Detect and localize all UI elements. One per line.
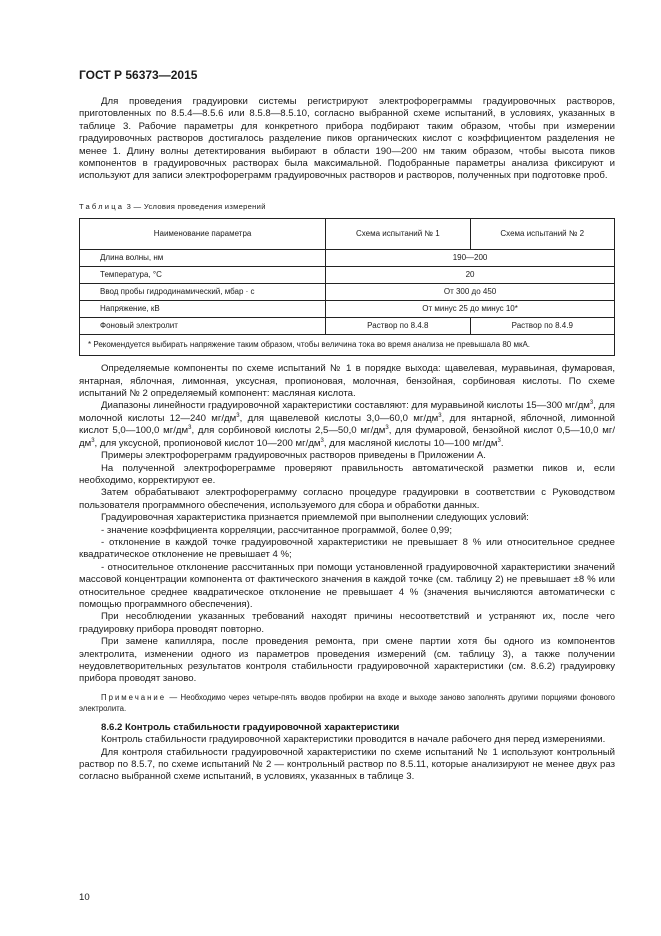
row-value: 20 — [326, 267, 615, 284]
section-title: Контроль стабильности градуировочной характеристики — [125, 721, 400, 733]
range-text: , для уксусной, пропионовой кислот 10—200 мг/дм — [94, 437, 321, 449]
condition-item: - значение коэффициента корреляции, рассчитанное программой, более 0,99; — [101, 524, 453, 536]
row-label: Длина волны, нм — [80, 250, 326, 267]
range-text: . — [500, 437, 504, 449]
range-text: , для молочной кислоты 12—240 мг/дм — [79, 400, 615, 424]
row-label: Фоновый электролит — [80, 318, 326, 335]
table-caption — [79, 201, 615, 213]
table-row — [80, 318, 615, 335]
table-caption-text: 3 — Условия проведения измерений — [126, 201, 266, 211]
superscript: 3 — [320, 437, 324, 444]
row-label: Напряжение, кВ — [80, 301, 326, 318]
ranges-paragraph — [79, 400, 615, 450]
conditions-table — [79, 218, 615, 356]
table-header-row — [80, 219, 615, 250]
condition-item: - отклонение в каждой точке градуировочной характеристики не превышает 8 % или относительное среднее квадратическое отклонение не превышает 4 %; — [79, 536, 615, 561]
row-value-scheme1: Раствор по 8.4.8 — [326, 318, 470, 335]
table-row — [80, 284, 615, 301]
section-heading — [79, 722, 615, 734]
table-footnote: * Рекомендуется выбирать напряжение таким образом, чтобы величина тока во время анализа не превышала 80 мкА. — [80, 335, 615, 356]
range-text: , для янтарной, яблочной, лимонной кислот 5,0—100,0 мг/дм — [79, 412, 615, 437]
condition-item: - относительное отклонение рассчитанных при помощи установленной градуировочной характеристики значений массовой концентрации компонента от фактического значения в каждой точке (см. таблицу 2) не превышает ±8 % или относительное среднее квадратическое отклонение не превышает 4 % (значения вычисляются автоматически с помощью программного обеспечения). — [79, 561, 615, 610]
section-number: 8.6.2 — [101, 721, 123, 733]
row-value: 190—200 — [326, 250, 615, 267]
superscript: 3 — [236, 412, 240, 419]
superscript: 3 — [188, 425, 192, 432]
fail-paragraph: При несоблюдении указанных требований находят причины несоответствий и устраняют их, после чего градуировку прибора проводят повторно. — [79, 611, 615, 635]
superscript: 3 — [497, 437, 501, 444]
superscript: 3 — [91, 437, 95, 444]
components-paragraph: Определяемые компоненты по схеме испытаний № 1 в порядке выхода: щавелевая, муравьиная, фумаровая, янтарная, яблочная, лимонная, уксусная, пропионовая, молочная, бензойная, сорбиновая кислоты. По схеме испытаний № 2 определяемый компонент: масляная кислота. — [79, 363, 615, 400]
range-text: Диапазоны линейности градуировочной характеристики составляют: для муравьиной кислоты 15—300 мг/дм — [101, 400, 590, 412]
document-header: ГОСТ Р 56373—2015 — [79, 68, 198, 82]
table-row — [80, 301, 615, 318]
note-text: — Необходимо через четыре-пять вводов пробирки на входе и выходе заново заполнять другими порциями фонового электролита. — [79, 692, 616, 713]
replace-paragraph: При замене капилляра, после проведения ремонта, при смене партии хотя бы одного из компонентов электролита, изменении одного из параметров проведения измерений (см. таблицу 3), а также получении неудовлетворительных результатов контроля стабильности градуировочной характеристики (см. 8.6.2) градуировку прибора проводят заново. — [79, 636, 615, 685]
row-label: Температура, °С — [80, 267, 326, 284]
superscript: 3 — [438, 412, 442, 419]
table-footnote-row — [80, 335, 615, 356]
note — [79, 692, 615, 714]
row-value-scheme2: Раствор по 8.4.9 — [470, 318, 614, 335]
col-header-scheme2: Схема испытаний № 2 — [470, 219, 614, 250]
note-label: Примечание — [101, 692, 167, 702]
accept-paragraph: Градуировочная характеристика признается приемлемой при выполнении следующих условий: — [101, 512, 529, 524]
table-caption-prefix: Таблица — [79, 201, 125, 211]
superscript: 3 — [385, 425, 389, 432]
range-text: , для фумаровой, бензойной кислот 0,5—10,0 мг/дм — [79, 425, 615, 449]
range-text: , для масляной кислоты 10—100 мг/дм — [323, 437, 498, 449]
range-text: , для сорбиновой кислоты 2,5—50,0 мг/дм — [191, 425, 386, 437]
row-label: Ввод пробы гидродинамический, мбар · с — [80, 284, 326, 301]
intro-paragraph: Для проведения градуировки системы регистрируют электрофореграммы градуировочных растворов, приготовленных по 8.5.4—8.5.6 или 8.5.8—8.5.10, согласно выбранной схеме испытаний, в условиях, указанных в таблице 3. Рабочие параметры для конкретного прибора подбирают таким образом, чтобы при измерении градуировочных растворов достигалось разделение пиков органических кислот с коэффициентом разделения не менее 1. Длину волны детектирования выбирают в области 190—200 нм таким образом, чтобы высота пиков компонентов в градуировочных растворах была максимальной. Подобранные параметры анализа фиксируют и используют для записи электрофореграмм градуировочных растворов и растворов, полученных при подготовке проб. — [79, 96, 615, 182]
row-value: От 300 до 450 — [326, 284, 615, 301]
table-row — [80, 250, 615, 267]
superscript: 3 — [589, 400, 594, 407]
col-header-param: Наименование параметра — [80, 219, 326, 250]
row-value: От минус 25 до минус 10* — [326, 301, 615, 318]
examples-paragraph: Примеры электрофореграмм градуировочных растворов приведены в Приложении А. — [101, 450, 486, 462]
control-paragraph-2: Для контроля стабильности градуировочной характеристики по схеме испытаний № 1 используют контрольный раствор по 8.5.7, по схеме испытаний № 2 — контрольный раствор по 8.5.11, которые анализируют не менее двух раз согласно выбранной схеме испытаний, в условиях, указанных в таблице 3. — [79, 746, 615, 783]
page-body — [79, 96, 615, 784]
range-text: , для щавелевой кислоты 3,0—60,0 мг/дм — [239, 412, 439, 424]
col-header-scheme1: Схема испытаний № 1 — [326, 219, 470, 250]
page-number: 10 — [79, 892, 90, 903]
table-row — [80, 267, 615, 284]
check-paragraph: На полученной электрофореграмме проверяют правильность автоматической разметки пиков и, если необходимо, корректируют ее. — [79, 462, 615, 486]
process-paragraph: Затем обрабатывают электрофореграмму согласно процедуре градуировки в соответствии с Руководством пользователя программного обеспечения, используемого для сбора и обработки данных. — [79, 487, 615, 511]
control-paragraph: Контроль стабильности градуировочной характеристики проводится в начале рабочего дня перед измерениями. — [101, 734, 606, 746]
